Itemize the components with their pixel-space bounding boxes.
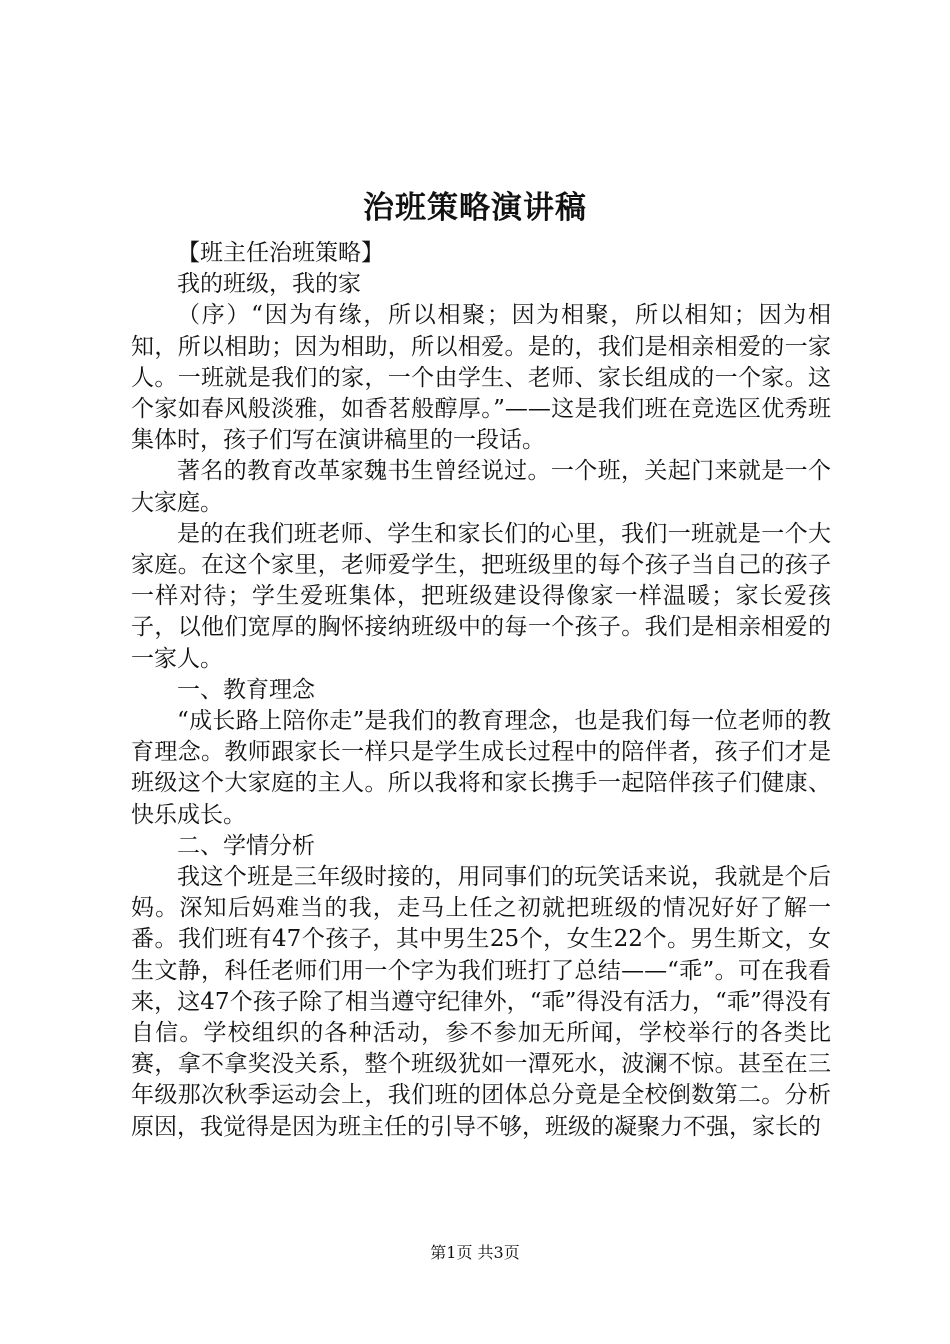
section-heading-analysis: 二、学情分析: [177, 832, 315, 859]
paragraph-analysis: 我这个班是三年级时接的，用同事们的玩笑话来说，我就是个后妈。深知后妈难当的我，走马上任之初就把班级的情况好好了解一番。我们班有47个孩子，其中男生25个，女生22个。男生斯文，女生文静，科任老师们用一个字为我们班打了总结——“乖”。可在我看来，这47个孩子除了相当遵守纪律外，“乖”得没有活力，“乖”得没有自信。学校组织的各种活动，参不参加无所闻，学校举行的各类比赛，拿不拿奖没关系，整个班级犹如一潭死水，波澜不惊。甚至在三年级那次秋季运动会上，我们班的团体总分竟是全校倒数第二。分析原因，我觉得是因为班主任的引导不够，班级的凝聚力不强，家长的: [131, 864, 831, 1140]
paragraph-heading: 【班主任治班策略】: [177, 240, 384, 266]
page-footer: 第1页 共3页: [430, 1243, 520, 1262]
paragraph-preface: （序）“因为有缘，所以相聚；因为相聚，所以相知；因为相知，所以相助；因为相助，所以相爱。是的，我们是相亲相爱的一家人。一班就是我们的家，一个由学生、老师、家长组成的一个家。这个家如春风般淡雅，如香茗般醇厚。”——这是我们班在竞选区优秀班集体时，孩子们写在演讲稿里的一段话。: [131, 302, 831, 454]
section-heading-philosophy: 一、教育理念: [177, 676, 315, 703]
paragraph-subtitle: 我的班级，我的家: [177, 271, 361, 298]
paragraph-philosophy: “成长路上陪你走”是我们的教育理念，也是我们每一位老师的教育理念。教师跟家长一样只是学生成长过程中的陪伴者，孩子们才是班级这个大家庭的主人。所以我将和家长携手一起陪伴孩子们健康、快乐成长。: [131, 708, 831, 828]
paragraph-family: 是的在我们班老师、学生和家长们的心里，我们一班就是一个大家庭。在这个家里，老师爱学生，把班级里的每个孩子当自己的孩子一样对待；学生爱班集体，把班级建设得像家一样温暖；家长爱孩子，以他们宽厚的胸怀接纳班级中的每一个孩子。我们是相亲相爱的一家人。: [131, 520, 831, 672]
paragraph-quote: 著名的教育改革家魏书生曾经说过。一个班，关起门来就是一个大家庭。: [131, 458, 831, 516]
document-body: [131, 238, 831, 1143]
document-title: 治班策略演讲稿: [363, 190, 587, 226]
